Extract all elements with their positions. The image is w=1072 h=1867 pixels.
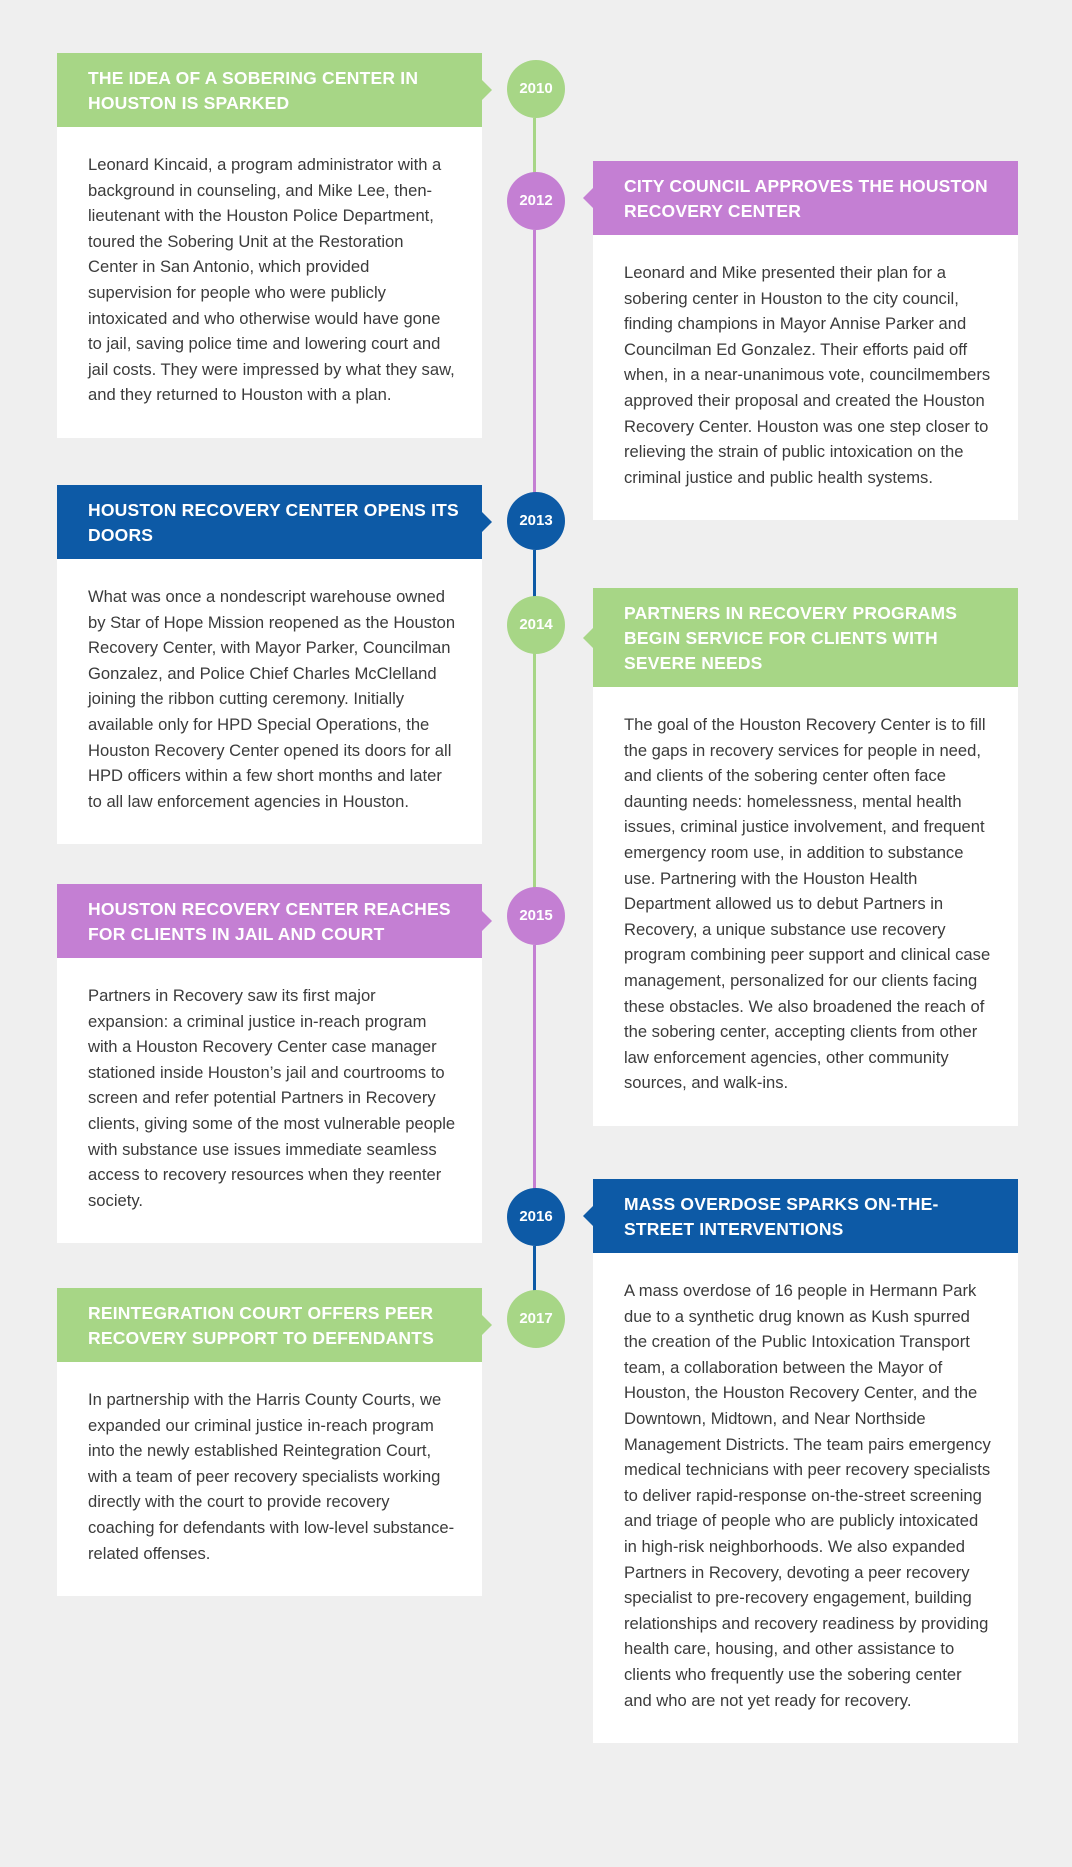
entry-body: Partners in Recovery saw its first major expansion: a criminal justice in-reach program with a Houston Recovery Center case manager stationed inside Houston’s jail and courtrooms to screen and refer potential Partners in Recovery clients, giving some of the most vulnerable people with substance use issues immediate seamless access to recovery resources when they reenter society. (57, 958, 482, 1243)
year-marker-2012: 2012 (507, 172, 565, 230)
timeline-line-segment (533, 1246, 536, 1294)
timeline-line-segment (533, 653, 536, 891)
timeline-entry-2014 (593, 588, 1018, 1126)
entry-body: A mass overdose of 16 people in Hermann Park due to a synthetic drug known as Kush spurred the creation of the Public Intoxication Transport team, a collaboration between the Mayor of Houston, the Houston Recovery Center, and the Downtown, Midtown, and Near Northside Management Districts. The team pairs emergency medical technicians with peer recovery specialists to deliver rapid-response on-the-street screening and triage of people who are publicly intoxicated in high-risk neighborhoods. We also expanded Partners in Recovery, devoting a peer recovery specialist to pre-recovery engagement, building relationships and recovery readiness by providing health care, housing, and other assistance to clients who frequently use the sobering center and who are not yet ready for recovery. (593, 1253, 1018, 1743)
year-marker-2016: 2016 (507, 1188, 565, 1246)
timeline-line-segment (533, 945, 536, 1192)
entry-title: PARTNERS IN RECOVERY PROGRAMS BEGIN SERVICE FOR CLIENTS WITH SEVERE NEEDS (593, 588, 1018, 687)
timeline-entry-2015 (57, 884, 482, 1243)
entry-body: Leonard Kincaid, a program administrator with a background in counseling, and Mike Lee, then-lieutenant with the Houston Police Department, toured the Sobering Unit at the Restoration Center in San Antonio, which provided supervision for people who were publicly intoxicated and who otherwise would have gone to jail, saving police time and lowering court and jail costs. They were impressed by what they saw, and they returned to Houston with a plan. (57, 127, 482, 438)
entry-title: MASS OVERDOSE SPARKS ON-THE-STREET INTERVENTIONS (593, 1179, 1018, 1253)
year-marker-2015: 2015 (507, 887, 565, 945)
entry-body: In partnership with the Harris County Courts, we expanded our criminal justice in-reach program into the newly established Reintegration Court, with a team of peer recovery specialists working directly with the court to provide recovery coaching for defendants with low-level substance-related offenses. (57, 1362, 482, 1596)
entry-body: What was once a nondescript warehouse owned by Star of Hope Mission reopened as the Houston Recovery Center, with Mayor Parker, Councilman Gonzalez, and Police Chief Charles McClelland joining the ribbon cutting ceremony. Initially available only for HPD Special Operations, the Houston Recovery Center opened its doors for all HPD officers within a few short months and later to all law enforcement agencies in Houston. (57, 559, 482, 844)
year-marker-2017: 2017 (507, 1290, 565, 1348)
entry-title: THE IDEA OF A SOBERING CENTER IN HOUSTON IS SPARKED (57, 53, 482, 127)
year-marker-2010: 2010 (507, 60, 565, 118)
entry-title: HOUSTON RECOVERY CENTER OPENS ITS DOORS (57, 485, 482, 559)
timeline-entry-2017 (57, 1288, 482, 1596)
timeline-entry-2016 (593, 1179, 1018, 1743)
entry-body: The goal of the Houston Recovery Center is to fill the gaps in recovery services for people in need, and clients of the sobering center often face daunting needs: homelessness, mental health issues, criminal justice involvement, and frequent emergency room use, in addition to substance use. Partnering with the Houston Health Department allowed us to debut Partners in Recovery, a unique substance use recovery program combining peer support and clinical case management, personalized for our clients facing these obstacles. We also broadened the reach of the sobering center, accepting clients from other law enforcement agencies, other community sources, and walk-ins. (593, 687, 1018, 1126)
timeline-entry-2012 (593, 161, 1018, 520)
year-marker-2014: 2014 (507, 596, 565, 654)
year-marker-2013: 2013 (507, 492, 565, 550)
entry-title: CITY COUNCIL APPROVES THE HOUSTON RECOVERY CENTER (593, 161, 1018, 235)
timeline-line-segment (533, 230, 536, 496)
timeline-entry-2010 (57, 53, 482, 438)
timeline-entry-2013 (57, 485, 482, 844)
entry-title: HOUSTON RECOVERY CENTER REACHES FOR CLIENTS IN JAIL AND COURT (57, 884, 482, 958)
entry-title: REINTEGRATION COURT OFFERS PEER RECOVERY SUPPORT TO DEFENDANTS (57, 1288, 482, 1362)
entry-body: Leonard and Mike presented their plan for a sobering center in Houston to the city council, finding champions in Mayor Annise Parker and Councilman Ed Gonzalez. Their efforts paid off when, in a near-unanimous vote, councilmembers approved their proposal and created the Houston Recovery Center. Houston was one step closer to relieving the strain of public intoxication on the criminal justice and public health systems. (593, 235, 1018, 520)
